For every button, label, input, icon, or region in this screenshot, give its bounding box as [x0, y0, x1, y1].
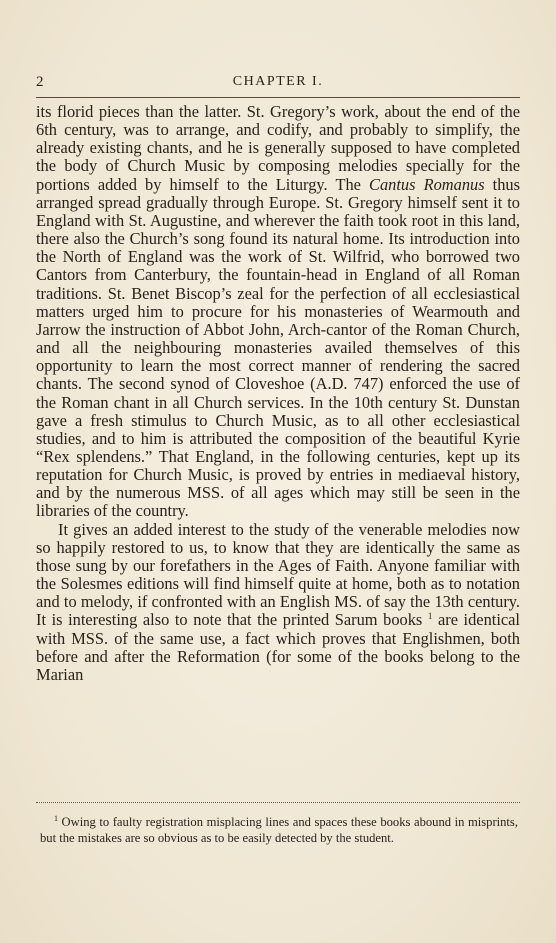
cantus-romanus-italic: Cantus Romanus: [369, 174, 485, 194]
footnote: [40, 814, 518, 846]
paragraph-2-text-b: are identical with MSS. of the same use, a fact which proves that Englishmen, both before and after the Reformation (for some of the books belong to the Marian: [36, 610, 520, 684]
paragraph-1-text-a: its florid pieces than the latter. St. Gregory’s work, about the end of the 6th century, was to arrange, and codify, and probably to simplify, the already existing chants, and he is generally supposed to have completed the body of Church Music by composing melodies specially for the portions added by himself to the Liturgy. The: [36, 102, 520, 194]
footnote-reference: 1: [427, 611, 433, 622]
footnote-mark: 1: [54, 814, 58, 823]
header-rule: [36, 97, 520, 98]
running-head: CHAPTER I.: [232, 74, 324, 89]
body-text: [36, 103, 520, 684]
page-header: [36, 74, 520, 94]
footnote-text: Owing to faulty registration misplacing lines and spaces these books abound in misprints, but the mistakes are so obvious as to be easily detected by the student.: [40, 815, 518, 845]
paragraph-1: [36, 103, 520, 521]
paragraph-2: [36, 521, 520, 684]
page-number: 2: [36, 74, 44, 90]
paragraph-1-text-b: thus arranged spread gradually through Europe. St. Gregory himself sent it to England with St. Augustine, and wherever the faith took root in this land, there also the Church’s song found its natural home. Its introduction into the North of England was the work of St. Wilfrid, who borrowed two Cantors from Canterbury, the fountain-head in England of all Roman traditions. St. Benet Biscop’s zeal for the perfection of all ecclesiastical matters urged him to procure for his monasteries of Wearmouth and Jarrow the instruction of Abbot John, Arch-cantor of the Roman Church, and all the neighbouring monasteries availed themselves of this opportunity to learn the most correct manner of rendering the sacred chants. The second synod of Cloveshoe (A.D. 747) enforced the use of the Roman chant in all Church services. In the 10th century St. Dunstan gave a fresh stimulus to Church Music, as to all other ecclesiastical studies, and to him is attributed the composition of the beautiful Kyrie “Rex splendens.” That England, in the following centuries, kept up its reputation for Church Music, is proved by entries in mediaeval history, and by the numerous MSS. of all ages which may still be seen in the libraries of the country.: [36, 174, 521, 521]
paragraph-2-text-a: It gives an added interest to the study of the venerable melodies now so happily restored to us, to know that they are identically the same as those sung by our forefathers in the Ages of Faith. Anyone familiar with the Solesmes editions will find himself quite at home, both as to notation and to melody, if confronted with an English MS. of say the 13th century. It is interesting also to note that the printed Sarum books: [36, 519, 520, 630]
footnote-rule: [36, 802, 520, 803]
